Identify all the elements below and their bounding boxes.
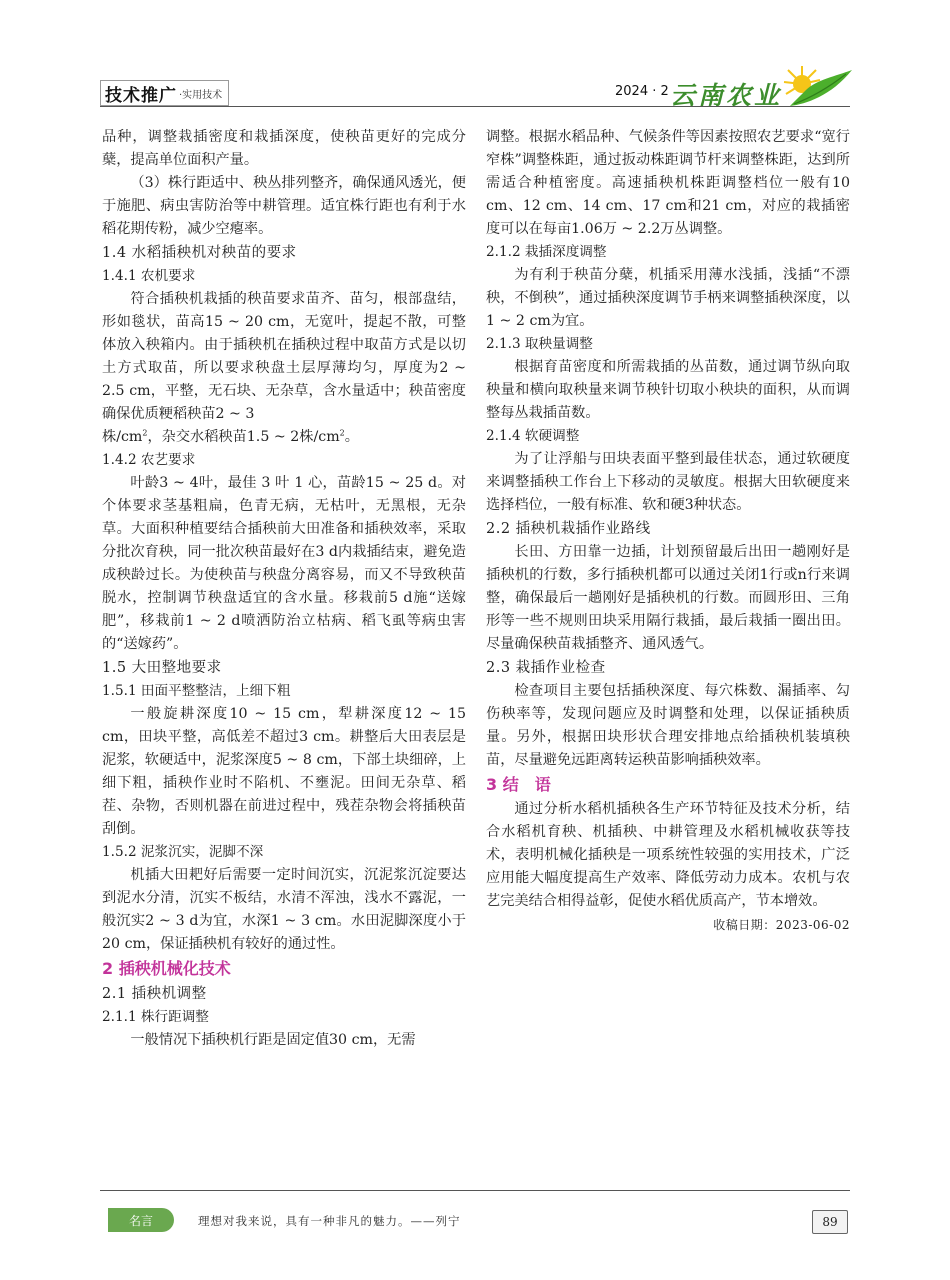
subsubsection-heading: 1.4.2 农艺要求 (102, 452, 196, 468)
paragraph: 一般情况下插秧机行距是固定值30 cm，无需 (130, 1032, 416, 1048)
paragraph: 机插大田耙好后需要一定时间沉实，沉泥浆沉淀要达到泥水分清，沉实不板结，水清不浑浊，浅水不露泥，一般沉实2 ~ 3 d为宜，水深1 ~ 3 cm。水田泥脚深度小于20 cm，保证插秧机有较好的通过性。 (102, 867, 466, 952)
section-heading: 3 结 语 (486, 775, 551, 794)
section-heading: 2 插秧机械化技术 (102, 959, 231, 978)
subsection-heading: 2.1 插秧机调整 (102, 986, 207, 1002)
subsubsection-heading: 2.1.2 栽插深度调整 (486, 244, 607, 260)
text-run: 。 (344, 429, 359, 445)
footer-divider (100, 1190, 850, 1191)
superscript: 2 (339, 428, 345, 438)
quote-tag: 名言 (108, 1208, 174, 1232)
magazine-title: 云南农业 (670, 81, 783, 110)
paragraph: 为了让浮船与田块表面平整到最佳状态，通过软硬度来调整插秧工作台上下移动的灵敏度。根据大田软硬度来选择档位，一般有标准、软和硬3种状态。 (486, 451, 850, 513)
subsubsection-heading: 2.1.3 取秧量调整 (486, 336, 593, 352)
paragraph: 检查项目主要包括插秧深度、每穴株数、漏插率、勾伤秧率等，发现问题应及时调整和处理，以保证插秧质量。另外，根据田块形状合理安排地点给插秧机装填秧苗，尽量避免远距离转运秧苗影响插秧效率。 (486, 683, 850, 768)
subsection-heading: 1.5 大田整地要求 (102, 660, 222, 676)
paragraph: 品种，调整栽插密度和栽插深度，使秧苗更好的完成分蘖，提高单位面积产量。 (102, 129, 466, 168)
subsubsection-heading: 1.5.1 田面平整整洁，上细下粗 (102, 683, 291, 699)
section-badge (100, 80, 229, 106)
right-column (486, 126, 850, 937)
text-run: 株/cm (102, 429, 143, 445)
subsubsection-heading: 1.5.2 泥浆沉实，泥脚不深 (102, 844, 264, 860)
paragraph: （3）株行距适中、秧丛排列整齐，确保通风透光，便于施肥、病虫害防治等中耕管理。适宜株行距也有利于水稻花期传粉，减少空瘪率。 (102, 175, 466, 237)
header-divider (100, 106, 850, 107)
paragraph: 叶龄3 ~ 4叶，最佳 3 叶 1 心，苗龄15 ~ 25 d。对个体要求茎基粗扁，色青无病，无枯叶，无黑根，无杂草。大面积种植要结合插秧前大田准备和插秧效率，采取分批次育秧，同一批次秧苗最好在3 d内栽插结束，避免造成秧龄过长。为使秧苗与秧盘分离容易，而又不导致秧苗脱水，控制调节秧盘适宜的含水量。移栽前5 d施“送嫁肥”，移栽前1 ~ 2 d喷洒防治立枯病、稻飞虱等病虫害的“送嫁药”。 (102, 475, 466, 652)
paragraph: 为有利于秧苗分蘖，机插采用薄水浅插，浅插“不漂秧，不倒秧”，通过插秧深度调节手柄来调整插秧深度，以1 ~ 2 cm为宜。 (486, 267, 850, 329)
issue-number: 2024 · 2 (615, 84, 669, 99)
paragraph: 符合插秧机栽插的秧苗要求苗齐、苗匀，根部盘结，形如毯状，苗高15 ~ 20 cm，无宽叶，提起不散，可整体放入秧箱内。由于插秧机在插秧过程中取苗方式是以切土方式取苗，所以要求秧盘土层厚薄均匀，厚度为2 ~ 2.5 cm，平整，无石块、无杂草，含水量适中；秧苗密度确保优质粳稻秧苗2 ~ 3 (102, 291, 466, 422)
paragraph: 通过分析水稻机插秧各生产环节特征及技术分析，结合水稻机育秧、机插秧、中耕管理及水稻机械收获等技术，表明机械化插秧是一项系统性较强的实用技术，广泛应用能大幅度提高生产效率、降低劳动力成本。农机与农艺完美结合相得益彰，促使水稻优质高产，节本增效。 (486, 801, 850, 909)
left-column (102, 126, 466, 1052)
text-run: ，杂交水稻秧苗1.5 ~ 2株/cm (147, 429, 340, 445)
footer-quote: 理想对我来说，具有一种非凡的魅力。——列宁 (198, 1214, 461, 1228)
superscript: 2 (142, 428, 148, 438)
subsubsection-heading: 2.1.1 株行距调整 (102, 1009, 209, 1025)
received-date: 收稿日期：2023-06-02 (713, 918, 850, 932)
page-number: 89 (812, 1210, 848, 1234)
section-subtitle: ·实用技术 (179, 89, 223, 101)
paragraph: 调整。根据水稻品种、气候条件等因素按照农艺要求“宽行窄株”调整株距，通过扳动株距调节杆来调整株距，达到所需适合种植密度。高速插秧机株距调整档位一般有10 cm、12 cm、14 cm、17 cm和21 cm，对应的栽插密度可以在每亩1.06万 ~ 2.2万丛调整。 (486, 129, 850, 237)
page-header (100, 62, 850, 108)
paragraph: 根据育苗密度和所需栽插的丛苗数，通过调节纵向取秧量和横向取秧量来调节秧针切取小秧块的面积，从而调整每丛栽插苗数。 (486, 359, 850, 421)
sun-leaf-logo (776, 64, 854, 108)
subsubsection-heading: 1.4.1 农机要求 (102, 268, 196, 284)
section-title: 技术推广 (105, 85, 177, 106)
paragraph: 长田、方田靠一边插，计划预留最后出田一趟刚好是插秧机的行数，多行插秧机都可以通过关闭1行或n行来调整，确保最后一趟刚好是插秧机的行数。而圆形田、三角形等一些不规则田块采用隔行栽插，最后栽插一圈出田。尽量确保秧苗栽插整齐、通风透气。 (486, 544, 850, 652)
subsubsection-heading: 2.1.4 软硬调整 (486, 428, 580, 444)
subsection-heading: 1.4 水稻插秧机对秧苗的要求 (102, 245, 297, 261)
paragraph (102, 426, 466, 449)
paragraph: 一般旋耕深度10 ~ 15 cm，犁耕深度12 ~ 15 cm，田块平整，高低差不超过3 cm。耕整后大田表层是泥浆，软硬适中，泥浆深度5 ~ 8 cm，下部土块细碎，上细下粗，插秧作业时不陷机、不壅泥。田间无杂草、稻茬、杂物，否则机器在前进过程中，残茬杂物会将插秧苗刮倒。 (102, 706, 466, 837)
subsection-heading: 2.2 插秧机栽插作业路线 (486, 521, 651, 537)
subsection-heading: 2.3 栽插作业检查 (486, 660, 606, 676)
